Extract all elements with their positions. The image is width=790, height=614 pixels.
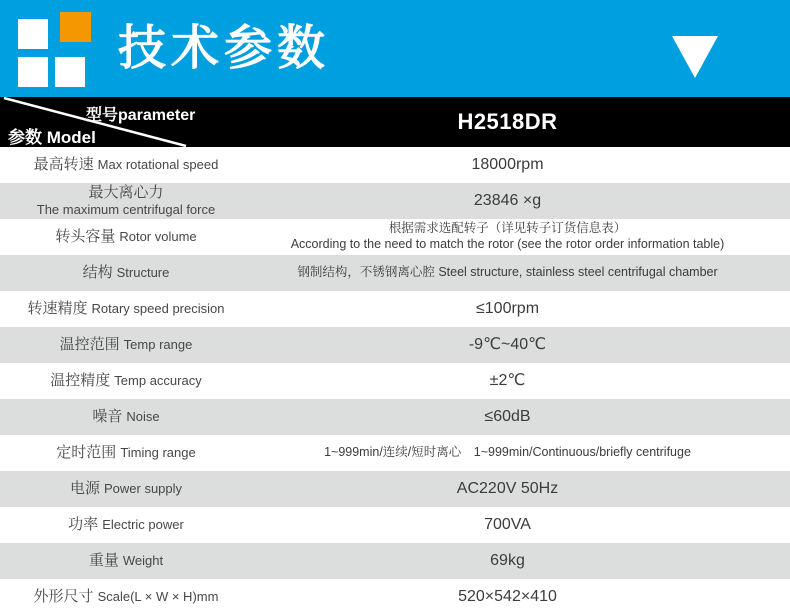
parameter-label-zh: 定时范围 (56, 443, 117, 461)
table-row (0, 579, 790, 614)
parameter-value-line: 520×542×410 (458, 588, 557, 606)
parameter-label-cell (0, 588, 280, 606)
page-title: 技术参数 (118, 22, 331, 75)
parameter-label-en: Rotary speed precision (91, 300, 225, 316)
table-row (0, 219, 790, 255)
model-number: H2518DR (457, 109, 558, 134)
parameter-value-cell (280, 155, 790, 174)
table-row (0, 399, 790, 435)
parameter-value-line: According to the need to match the rotor (see the rotor order information table) (290, 237, 725, 251)
parameter-value-line: 18000rpm (471, 156, 544, 174)
parameter-label-cell (0, 516, 280, 534)
table-row (0, 327, 790, 363)
parameter-label-en: Weight (122, 552, 164, 568)
parameter-value-line: ±2℃ (489, 372, 526, 390)
parameter-value-line: 钢制结构，不锈钢离心腔 Steel structure, stainless steel centrifugal chamber (297, 265, 718, 280)
parameter-value-cell (280, 191, 790, 210)
parameter-value-line: 69kg (490, 552, 525, 570)
parameter-label-zh: 转速精度 (27, 299, 88, 317)
header-parameter-label: 型号parameter (86, 107, 196, 124)
parameter-label-cell (0, 372, 280, 390)
table-row (0, 507, 790, 543)
logo-square-bottom-left (18, 57, 48, 87)
parameter-label-zh: 重量 (88, 551, 119, 569)
parameter-value-cell (280, 371, 790, 390)
parameter-label-en: Timing range (120, 444, 196, 460)
table-row (0, 183, 790, 219)
parameter-label-en: Temp range (123, 336, 193, 352)
parameter-label-zh: 结构 (82, 263, 113, 281)
parameter-value-line: -9℃~40℃ (468, 336, 547, 354)
parameter-label-cell (0, 408, 280, 426)
parameter-label-zh: 功率 (68, 515, 99, 533)
parameter-value-line: 根据需求选配转子（详见转子订货信息表） (388, 221, 627, 236)
parameter-value-cell (280, 407, 790, 426)
parameter-value-cell (280, 335, 790, 354)
parameter-label-cell (0, 552, 280, 570)
spec-table (0, 147, 790, 614)
parameter-label-en: Power supply (103, 480, 183, 496)
parameter-label-en: Scale(L × W × H)mm (97, 588, 219, 604)
table-row (0, 363, 790, 399)
parameter-label-en: Structure (116, 264, 170, 280)
parameter-label-cell (0, 264, 280, 282)
table-row (0, 291, 790, 327)
table-row (0, 543, 790, 579)
parameter-label-zh: 最高转速 (33, 155, 94, 173)
table-header-row (0, 97, 790, 147)
parameter-value-cell (280, 299, 790, 318)
parameter-value-cell (280, 515, 790, 534)
logo-square-top-right-orange (60, 12, 91, 42)
table-row (0, 255, 790, 291)
header-model-label: 参数 Model (8, 128, 96, 147)
parameter-value-line: ≤100rpm (475, 300, 540, 318)
parameter-label-en: Electric power (102, 516, 184, 532)
table-row (0, 435, 790, 471)
parameter-label-zh: 温控范围 (59, 335, 120, 353)
brand-logo-icon (18, 12, 110, 88)
parameter-label-cell (0, 184, 280, 217)
parameter-label-zh: 温控精度 (50, 371, 111, 389)
table-row (0, 471, 790, 507)
parameter-label-cell (0, 480, 280, 498)
table-row (0, 147, 790, 183)
parameter-label-zh: 最大离心力 (88, 184, 164, 202)
parameter-label-cell (0, 336, 280, 354)
parameter-label-zh: 外形尺寸 (33, 587, 94, 605)
title-banner (0, 0, 790, 97)
parameter-value-cell (280, 265, 790, 281)
parameter-label-en: Temp accuracy (114, 372, 202, 388)
parameter-value-cell (280, 445, 790, 461)
down-triangle-icon (672, 36, 718, 78)
parameter-label-cell (0, 444, 280, 462)
parameter-label-en: Rotor volume (119, 228, 197, 244)
parameter-value-line: 1~999min/连续/短时离心 1~999min/Continuous/briefly centrifuge (324, 445, 691, 460)
parameter-value-cell (280, 221, 790, 252)
parameter-value-cell (280, 587, 790, 606)
parameter-label-cell (0, 300, 280, 318)
parameter-value-line: 23846 ×g (473, 192, 542, 210)
parameter-value-cell (280, 551, 790, 570)
parameter-label-cell (0, 156, 280, 174)
parameter-value-line: AC220V 50Hz (456, 480, 559, 498)
parameter-label-zh: 电源 (69, 479, 100, 497)
parameter-label-zh: 转头容量 (55, 227, 116, 245)
parameter-value-line: 700VA (484, 516, 531, 534)
logo-square-top-left (18, 19, 48, 49)
parameter-label-zh: 噪音 (92, 407, 123, 425)
parameter-label-en: Noise (126, 408, 160, 424)
logo-square-bottom-right (55, 57, 85, 87)
parameter-value-line: ≤60dB (484, 408, 531, 426)
parameter-value-cell (280, 479, 790, 498)
parameter-label-cell (0, 228, 280, 246)
parameter-label-en: The maximum centrifugal force (36, 201, 216, 217)
parameter-label-en: Max rotational speed (97, 156, 219, 172)
